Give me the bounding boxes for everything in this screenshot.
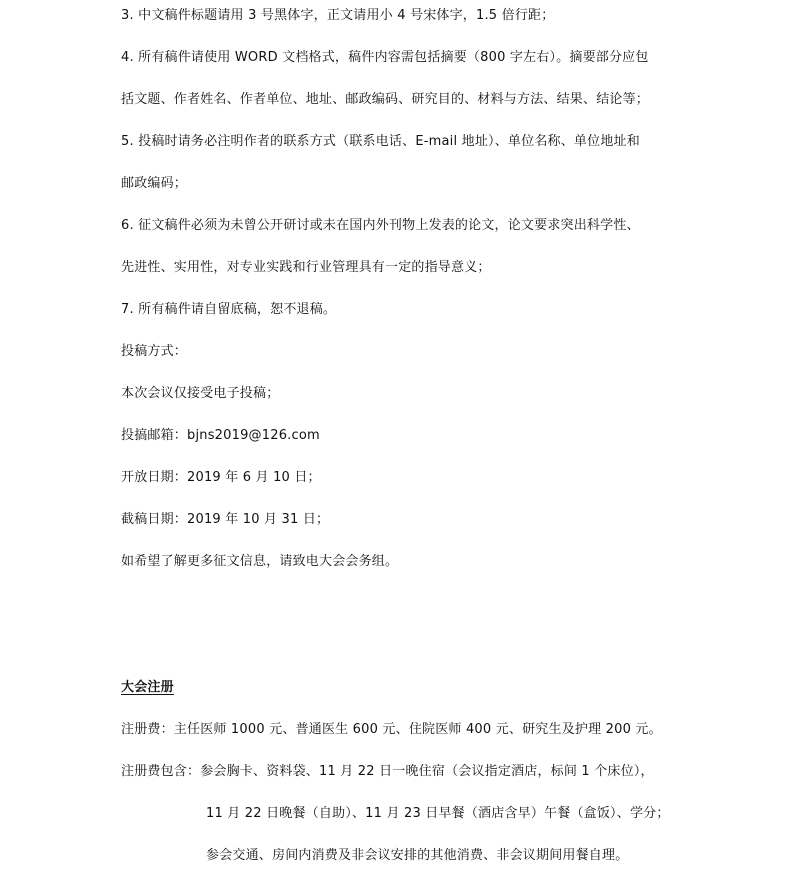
guideline-item-7: 7. 所有稿件请自留底稿，恕不退稿。 [121,302,337,317]
registration-includes-line-1: 注册费包含：参会胸卡、资料袋、11 月 22 日一晚住宿（会议指定酒店，标间 1 个床位）， [121,764,654,779]
guideline-item-3: 3. 中文稿件标题请用 3 号黑体字，正文请用小 4 号宋体字，1.5 倍行距； [121,8,555,23]
registration-fee: 注册费：主任医师 1000 元、普通医生 600 元、住院医师 400 元、研究生及护理 200 元。 [121,722,662,737]
registration-includes-line-2: 11 月 22 日晚餐（自助）、11 月 23 日早餐（酒店含早）午餐（盒饭）、学分； [206,806,670,821]
submission-method-title: 投稿方式： [121,344,188,359]
guideline-item-5-line-1: 5. 投稿时请务必注明作者的联系方式（联系电话、E-mail 地址）、单位名称、单位地址和 [121,134,640,149]
guideline-item-6-line-1: 6. 征文稿件必须为未曾公开研讨或未在国内外刊物上发表的论文，论文要求突出科学性、 [121,218,640,233]
submission-email: 投搞邮箱：bjns2019@126.com [121,428,320,443]
guideline-item-6-line-2: 先进性、实用性，对专业实践和行业管理具有一定的指导意义； [121,260,491,275]
guideline-item-5-line-2: 邮政编码； [121,176,188,191]
guideline-item-4-line-1: 4. 所有稿件请使用 WORD 文档格式，稿件内容需包括摘要（800 字左右）。摘要部分应包 [121,50,649,65]
registration-includes-line-3: 参会交通、房间内消费及非会议安排的其他消费、非会议期间用餐自理。 [206,848,629,863]
submission-method-description: 本次会议仅接受电子投稿； [121,386,280,401]
submission-open-date: 开放日期：2019 年 6 月 10 日； [121,470,321,485]
registration-heading: 大会注册 [121,680,174,695]
submission-contact-note: 如希望了解更多征文信息，请致电大会会务组。 [121,554,399,569]
submission-deadline: 截稿日期：2019 年 10 月 31 日； [121,512,330,527]
guideline-item-4-line-2: 括文题、作者姓名、作者单位、地址、邮政编码、研究目的、材料与方法、结果、结论等； [121,92,650,107]
